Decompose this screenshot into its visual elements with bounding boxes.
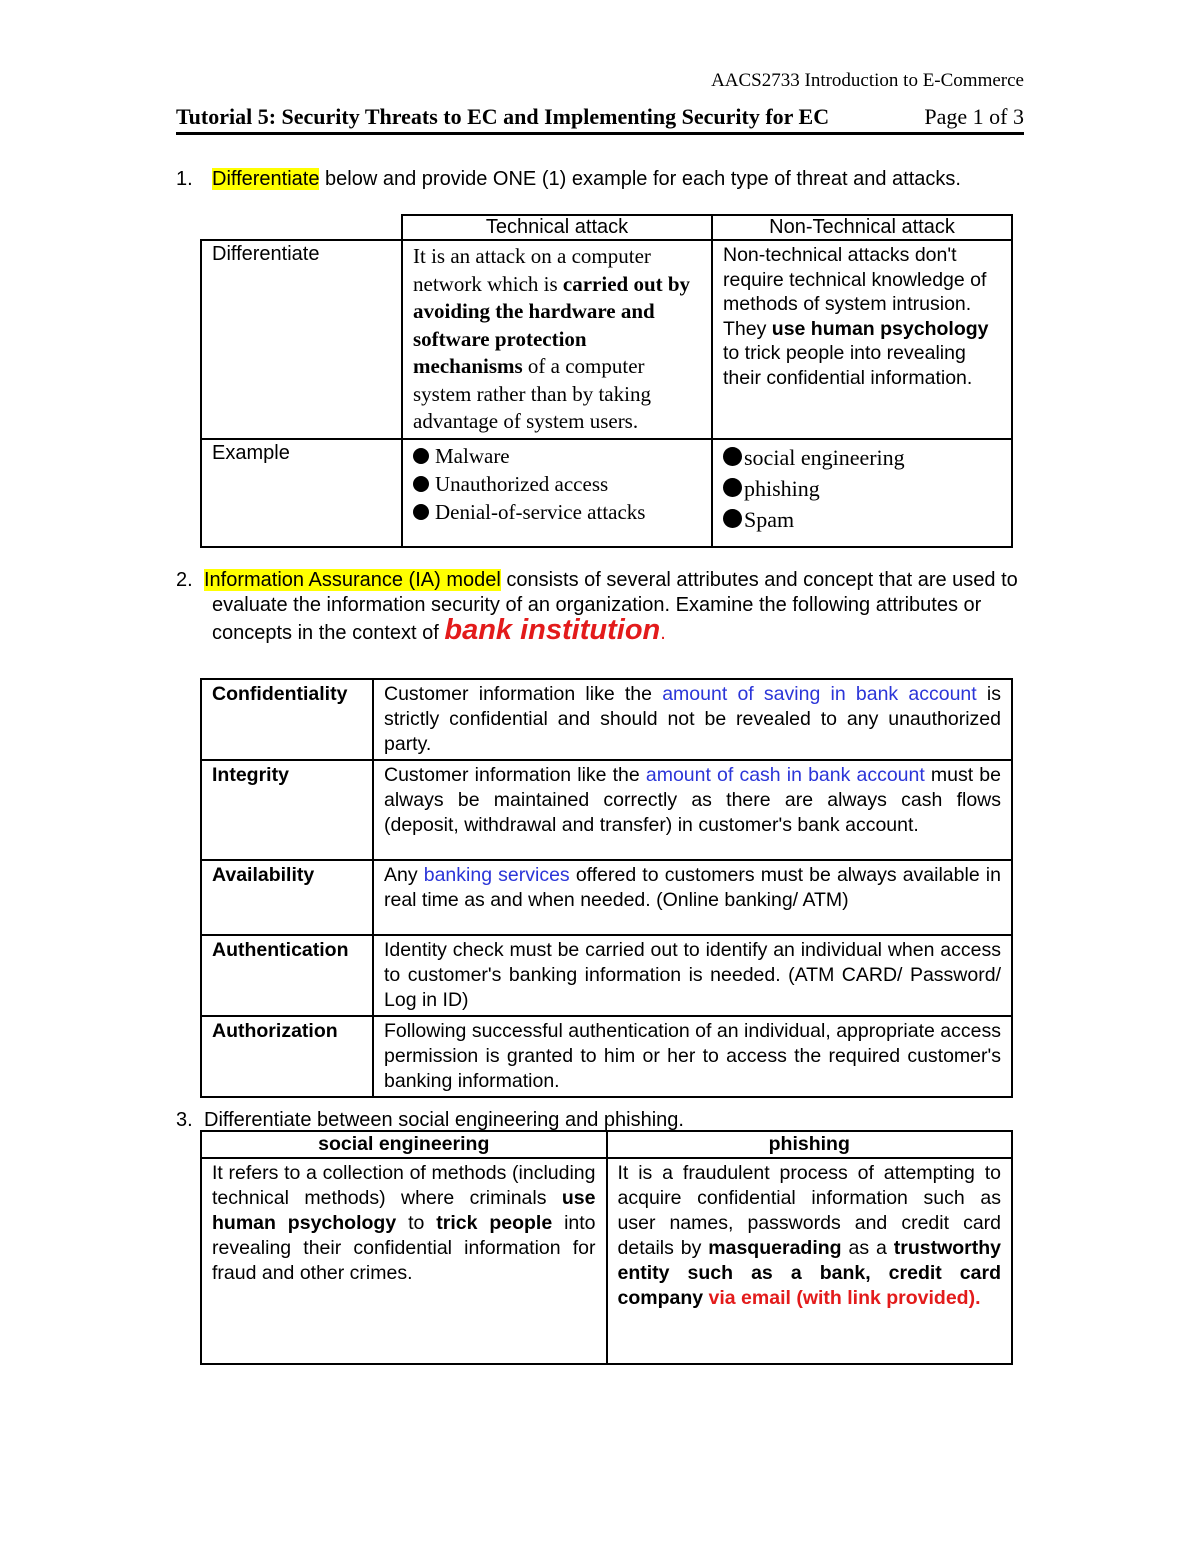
row-label: Confidentiality [201, 679, 373, 760]
highlighted-keyword: Information Assurance (IA) model [204, 569, 501, 591]
bullet-icon [723, 447, 742, 466]
course-name: AACS2733 Introduction to E-Commerce [711, 70, 1024, 91]
row-description: Following successful authentication of an individual, appropriate access permission is granted to him or her to access the required customer's banking information. [373, 1016, 1012, 1097]
question-text: consists of several attributes and concept that are used to evaluate the information security of an organization. Examine the following attributes or concepts in the context of [212, 569, 1018, 644]
column-header-social: social engineering [201, 1131, 607, 1158]
social-engineering-definition: It refers to a collection of methods (including technical methods) where criminals use human psychology to trick people into revealing their confidential information for fraud and other crimes. [201, 1158, 607, 1364]
row-label-differentiate: Differentiate [201, 240, 402, 439]
list-item: phishing [723, 473, 1001, 504]
row-label-example: Example [201, 439, 402, 547]
question-1 [176, 166, 1026, 192]
list-item: Denial-of-service attacks [413, 498, 701, 526]
nontechnical-examples [712, 439, 1012, 547]
row-label: Availability [201, 860, 373, 935]
list-item: Malware [413, 442, 701, 470]
row-description: Customer information like the amount of saving in bank account is strictly confidential and should not be revealed to any unauthorized party. [373, 679, 1012, 760]
bullet-icon [723, 509, 742, 528]
bullet-icon [723, 478, 742, 497]
technical-examples [402, 439, 712, 547]
column-header-nontechnical: Non-Technical attack [712, 215, 1012, 240]
row-label: Integrity [201, 760, 373, 860]
question-text: below and provide ONE (1) example for each type of threat and attacks. [319, 168, 961, 190]
tutorial-title: Tutorial 5: Security Threats to EC and Implementing Security for EC [176, 104, 830, 129]
question-number: 2. [176, 569, 193, 591]
bullet-icon [413, 476, 429, 492]
highlighted-keyword: Differentiate [212, 168, 320, 190]
nontechnical-definition: Non-technical attacks don't require technical knowledge of methods of system intrusion. They use human psychology to trick people into revealing their confidential information. [712, 240, 1012, 439]
row-description: Identity check must be carried out to identify an individual when access to customer's banking information is needed. (ATM CARD/ Password/ Log in ID) [373, 935, 1012, 1016]
list-item: social engineering [723, 442, 1001, 473]
question-number: 3. [176, 1109, 193, 1131]
question-text: Differentiate between social engineering and phishing. [204, 1109, 684, 1131]
attack-comparison-table [200, 214, 1013, 548]
ia-model-table [200, 678, 1013, 1098]
bullet-icon [413, 504, 429, 520]
title-bar [176, 104, 1024, 135]
question-2: 2. Information Assurance (IA) model consists of several attributes and concept that are used to evaluate the information security of an organization. Examine the following attributes or concepts in the context of bank institution. [176, 569, 1018, 646]
row-label: Authorization [201, 1016, 373, 1097]
social-vs-phishing-table [200, 1130, 1013, 1365]
row-description: Customer information like the amount of cash in bank account must be always be maintained correctly as there are always cash flows (deposit, withdrawal and transfer) in customer's bank account. [373, 760, 1012, 860]
question-number: 1. [176, 168, 193, 190]
column-header-phishing: phishing [607, 1131, 1013, 1158]
table-corner [201, 215, 402, 240]
list-item: Spam [723, 504, 1001, 535]
row-label: Authentication [201, 935, 373, 1016]
list-item: Unauthorized access [413, 470, 701, 498]
technical-definition: It is an attack on a computer network which is carried out by avoiding the hardware and software protection mechanisms of a computer system rather than by taking advantage of system users. [402, 240, 712, 439]
row-description: Any banking services offered to customers must be always available in real time as and when needed. (Online banking/ ATM) [373, 860, 1012, 935]
emphasis-text: bank institution [444, 614, 661, 646]
bullet-icon [413, 448, 429, 464]
page-number: Page 1 of 3 [924, 104, 1024, 129]
column-header-technical: Technical attack [402, 215, 712, 240]
phishing-definition: It is a fraudulent process of attempting to acquire confidential information such as user names, passwords and credit card details by masquerading as a trustworthy entity such as a bank, credit card company via email (with link provided). [607, 1158, 1013, 1364]
